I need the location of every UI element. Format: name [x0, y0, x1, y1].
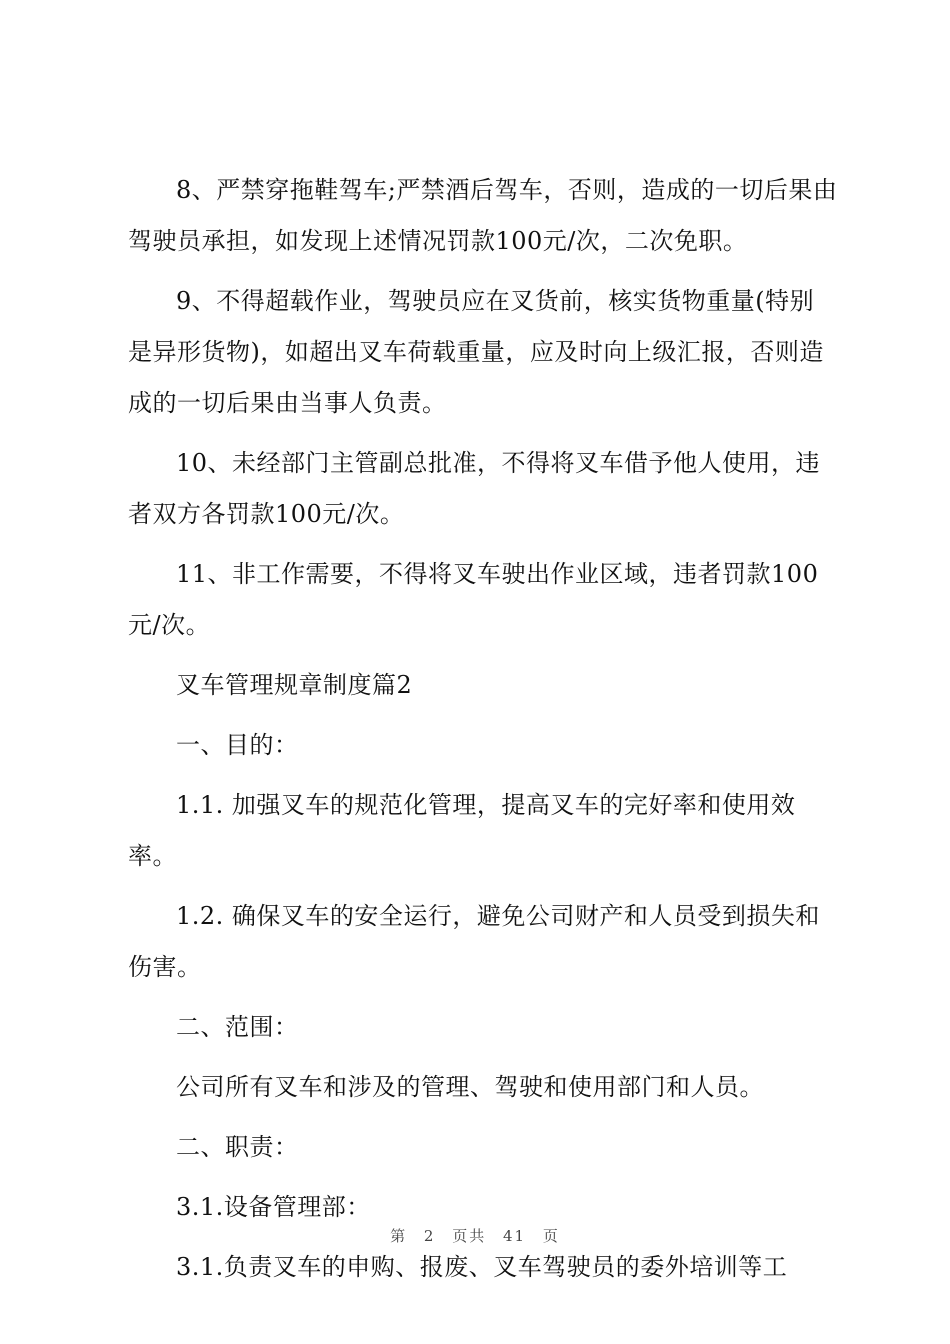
paragraph-rule-8: 8、严禁穿拖鞋驾车;严禁酒后驾车，否则，造成的一切后果由驾驶员承担，如发现上述情况罚款100元/次，二次免职。 [128, 176, 838, 255]
document-body [128, 165, 838, 1302]
paragraph-3-1-dept: 3.1.设备管理部： [176, 1193, 371, 1221]
paragraph-purpose-1-2: 1.2. 确保叉车的安全运行，避免公司财产和人员受到损失和伤害。 [128, 902, 820, 981]
page-footer: 第 2 页共 41 页 [390, 1227, 560, 1245]
section-heading: 叉车管理规章制度篇2 [176, 671, 413, 699]
heading-responsibilities: 二、职责： [176, 1133, 299, 1161]
paragraph-rule-11: 11、非工作需要，不得将叉车驶出作业区域，违者罚款100元/次。 [128, 560, 819, 639]
heading-purpose: 一、目的： [176, 731, 299, 759]
paragraph-rule-9: 9、不得超载作业，驾驶员应在叉货前，核实货物重量(特别是异形货物)，如超出叉车荷载重量，应及时向上级汇报，否则造成的一切后果由当事人负责。 [128, 287, 824, 417]
paragraph-3-1-duty: 3.1.负责叉车的申购、报废、叉车驾驶员的委外培训等工 [176, 1253, 788, 1281]
heading-scope: 二、范围： [176, 1013, 299, 1041]
paragraph-purpose-1-1: 1.1. 加强叉车的规范化管理，提高叉车的完好率和使用效率。 [128, 791, 796, 870]
paragraph-rule-10: 10、未经部门主管副总批准，不得将叉车借予他人使用，违者双方各罚款100元/次。 [128, 449, 821, 528]
paragraph-scope: 公司所有叉车和涉及的管理、驾驶和使用部门和人员。 [176, 1073, 764, 1101]
